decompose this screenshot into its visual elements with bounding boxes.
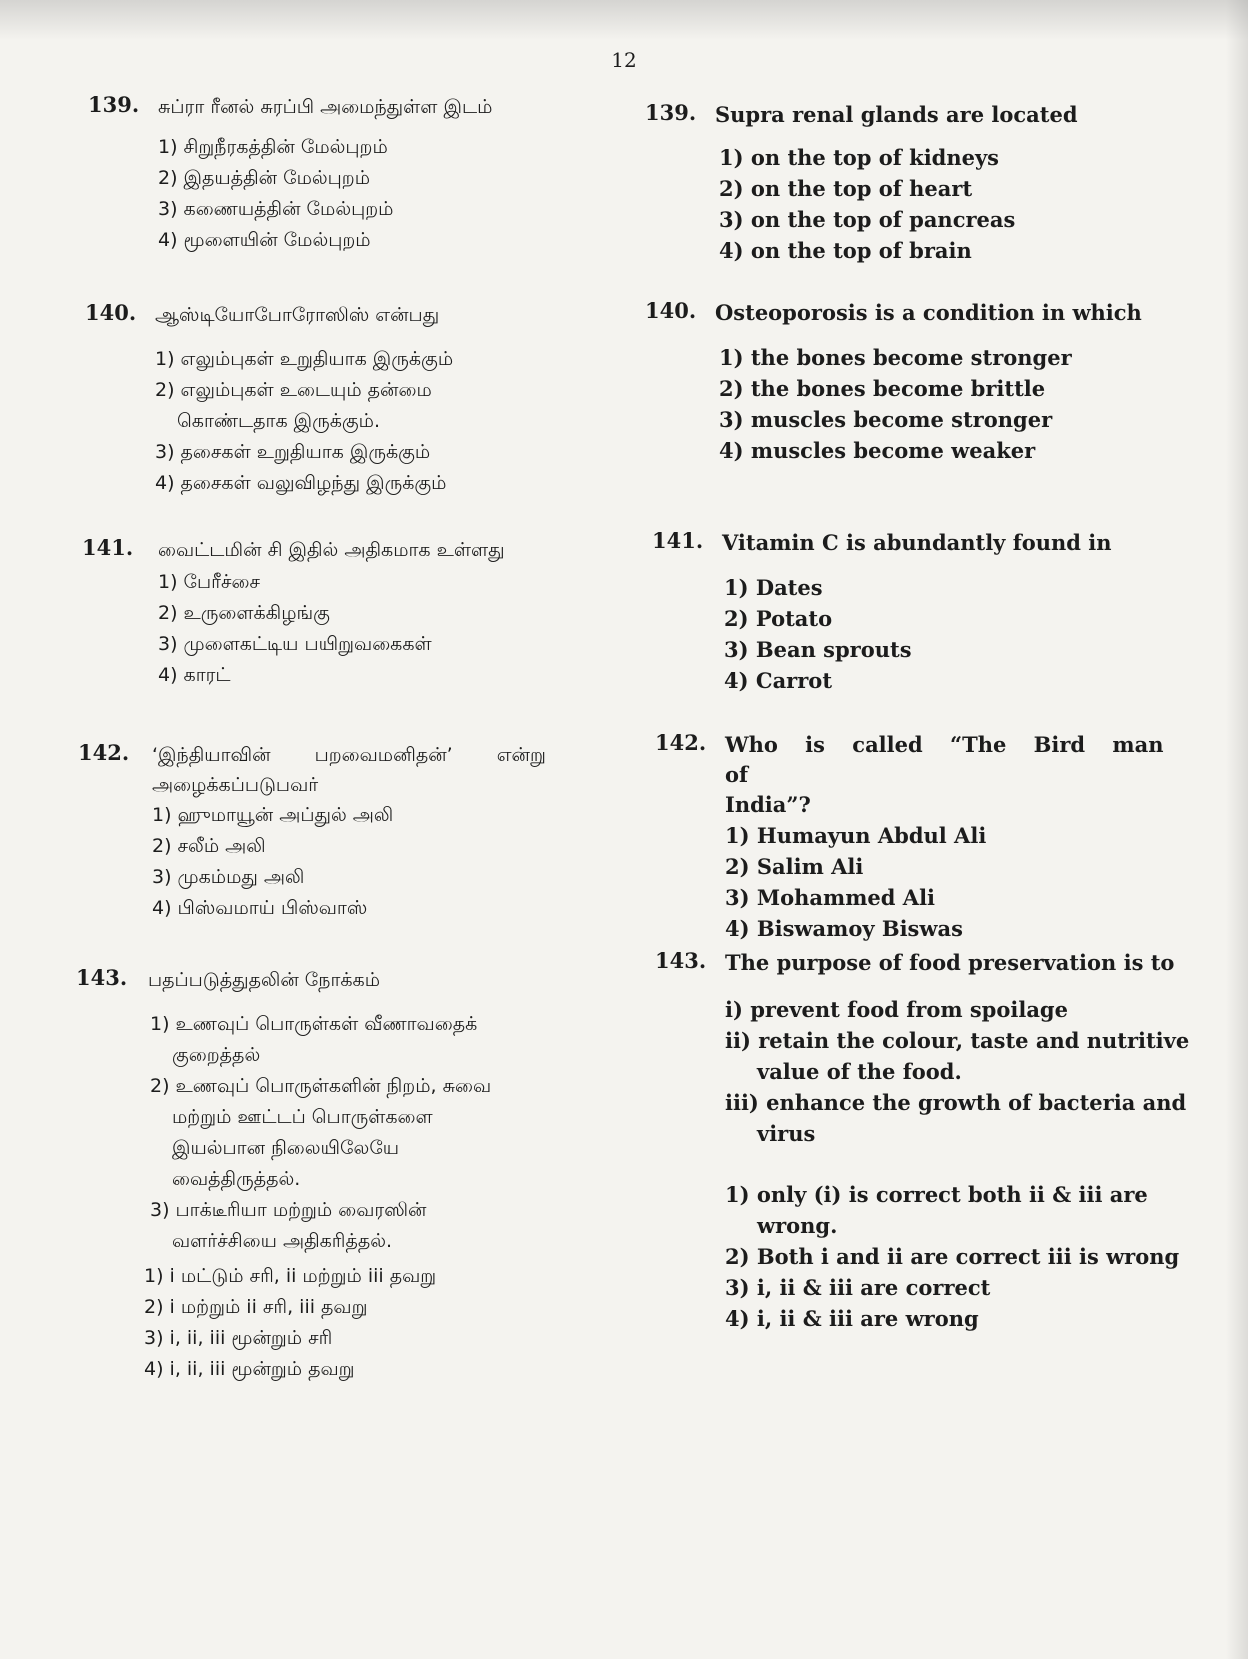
option-2: 2) எலும்புகள் உடையும் தன்மை [155, 379, 432, 401]
question-text: Vitamin C is abundantly found in [722, 530, 1112, 555]
option-2: 2) i மற்றும் ii சரி, iii தவறு [144, 1296, 368, 1318]
question-140-tamil [85, 300, 605, 499]
options-list [725, 820, 1195, 944]
question-number: 143. [76, 965, 128, 990]
options-list [152, 800, 618, 924]
option-4: 4) i, ii & iii are wrong [725, 1306, 979, 1331]
question-text-continued: அழைக்கப்படுபவர் [152, 774, 319, 796]
question-text: Osteoporosis is a condition in which [715, 300, 1142, 325]
option-4: 4) on the top of brain [719, 238, 972, 263]
question-140-english [645, 298, 1185, 466]
option-3: 3) i, ii, iii மூன்றும் சரி [144, 1327, 333, 1349]
option-3: 3) i, ii & iii are correct [725, 1275, 991, 1300]
options-list [719, 342, 1185, 466]
statement-1: i) prevent food from spoilage [725, 997, 1068, 1022]
question-number: 140. [85, 300, 137, 325]
page-number: 12 [611, 48, 637, 72]
option-4: 4) muscles become weaker [719, 438, 1036, 463]
statement-1-continued: குறைத்தல் [172, 1044, 261, 1066]
question-text: The purpose of food preservation is to [725, 950, 1175, 975]
question-number: 143. [655, 948, 707, 973]
question-number: 142. [655, 730, 707, 755]
option-1: 1) on the top of kidneys [719, 145, 1000, 170]
option-2: 2) on the top of heart [719, 176, 973, 201]
question-142-tamil [78, 740, 618, 924]
option-3: 3) on the top of pancreas [719, 207, 1016, 232]
question-142-english [655, 730, 1195, 944]
question-number: 140. [645, 298, 697, 323]
option-4: 4) Carrot [724, 668, 833, 693]
option-1: 1) சிறுநீரகத்தின் மேல்புறம் [158, 136, 388, 158]
option-4: 4) பிஸ்வமாய் பிஸ்வாஸ் [152, 897, 368, 919]
option-3: 3) muscles become stronger [719, 407, 1053, 432]
options-list [158, 567, 612, 691]
option-2-continued: கொண்டதாக இருக்கும். [177, 410, 381, 432]
question-141-tamil [82, 535, 612, 691]
options-list [158, 132, 608, 256]
statement-2-continued: இயல்பான நிலையிலேயே [172, 1137, 400, 1159]
option-3: 3) முளைகட்டிய பயிறுவகைகள் [158, 633, 432, 655]
options-list [724, 572, 1192, 696]
option-4: 4) காரட் [158, 664, 231, 686]
statement-3: iii) enhance the growth of bacteria and [725, 1090, 1187, 1115]
option-1: 1) Dates [724, 575, 823, 600]
scan-edge [0, 0, 1248, 40]
statement-3: 3) பாக்டீரியா மற்றும் வைரஸின் [150, 1199, 427, 1221]
statement-2: ii) retain the colour, taste and nutritive [725, 1028, 1190, 1053]
statement-2-continued: value of the food. [757, 1059, 962, 1084]
question-text: ஆஸ்டியோபோரோஸிஸ் என்பது [155, 304, 440, 326]
options-list [719, 142, 1185, 266]
statement-3-continued: virus [757, 1121, 816, 1146]
option-1: 1) only (i) is correct both ii & iii are [725, 1182, 1148, 1207]
statements-list [150, 1009, 616, 1257]
options-list [144, 1261, 616, 1385]
statement-2-continued: மற்றும் ஊட்டப் பொருள்களை [172, 1106, 433, 1128]
option-2: 2) இதயத்தின் மேல்புறம் [158, 167, 371, 189]
question-text: Supra renal glands are located [715, 102, 1078, 127]
option-2: 2) Salim Ali [725, 854, 864, 879]
option-1: 1) பேரீச்சை [158, 571, 261, 593]
question-text: சுப்ரா ரீனல் சுரப்பி அமைந்துள்ள இடம் [158, 96, 493, 118]
option-4: 4) Biswamoy Biswas [725, 916, 963, 941]
option-1: 1) ஹுமாயூன் அப்துல் அலி [152, 804, 394, 826]
question-139-english [645, 100, 1185, 266]
option-4: 4) i, ii, iii மூன்றும் தவறு [144, 1358, 355, 1380]
statement-1: 1) உணவுப் பொருள்கள் வீணாவதைக் [150, 1013, 478, 1035]
option-1: 1) எலும்புகள் உறுதியாக இருக்கும் [155, 348, 454, 370]
option-2: 2) Potato [724, 606, 833, 631]
option-1: 1) i மட்டும் சரி, ii மற்றும் iii தவறு [144, 1265, 437, 1287]
option-2: 2) சலீம் அலி [152, 835, 266, 857]
option-3: 3) தசைகள் உறுதியாக இருக்கும் [155, 441, 431, 463]
question-143-english [655, 948, 1200, 1334]
question-text: பதப்படுத்துதலின் நோக்கம் [148, 969, 380, 991]
option-3: 3) Mohammed Ali [725, 885, 936, 910]
question-143-tamil [76, 965, 616, 1385]
statement-2: 2) உணவுப் பொருள்களின் நிறம், சுவை [150, 1075, 492, 1097]
option-2: 2) உருளைக்கிழங்கு [158, 602, 330, 624]
question-text: வைட்டமின் சி இதில் அதிகமாக உள்ளது [158, 539, 505, 561]
question-number: 139. [88, 92, 140, 117]
option-4: 4) தசைகள் வலுவிழந்து இருக்கும் [155, 472, 447, 494]
statement-2-continued: வைத்திருத்தல். [172, 1168, 301, 1190]
options-list [155, 344, 605, 499]
question-number: 141. [652, 528, 704, 553]
option-3: 3) Bean sprouts [724, 637, 912, 662]
option-4: 4) மூளையின் மேல்புறம் [158, 229, 371, 251]
option-2: 2) the bones become brittle [719, 376, 1046, 401]
statements-list [725, 994, 1200, 1149]
option-2: 2) Both i and ii are correct iii is wrong [725, 1244, 1180, 1269]
question-text-continued: India”? [725, 792, 811, 817]
question-number: 142. [78, 740, 130, 765]
question-text: Who is called “The Bird man of [725, 732, 1164, 787]
question-141-english [652, 528, 1192, 696]
option-3: 3) முகம்மது அலி [152, 866, 305, 888]
question-number: 139. [645, 100, 697, 125]
option-1: 1) the bones become stronger [719, 345, 1072, 370]
option-1-continued: wrong. [757, 1213, 838, 1238]
question-number: 141. [82, 535, 134, 560]
statement-3-continued: வளர்ச்சியை அதிகரித்தல். [172, 1230, 393, 1252]
option-3: 3) கணையத்தின் மேல்புறம் [158, 198, 394, 220]
options-list [725, 1179, 1200, 1334]
scan-right-edge [1226, 0, 1248, 1659]
option-1: 1) Humayun Abdul Ali [725, 823, 987, 848]
question-text: ‘இந்தியாவின் பறவைமனிதன்’ என்று [152, 744, 546, 766]
question-139-tamil [88, 92, 608, 256]
